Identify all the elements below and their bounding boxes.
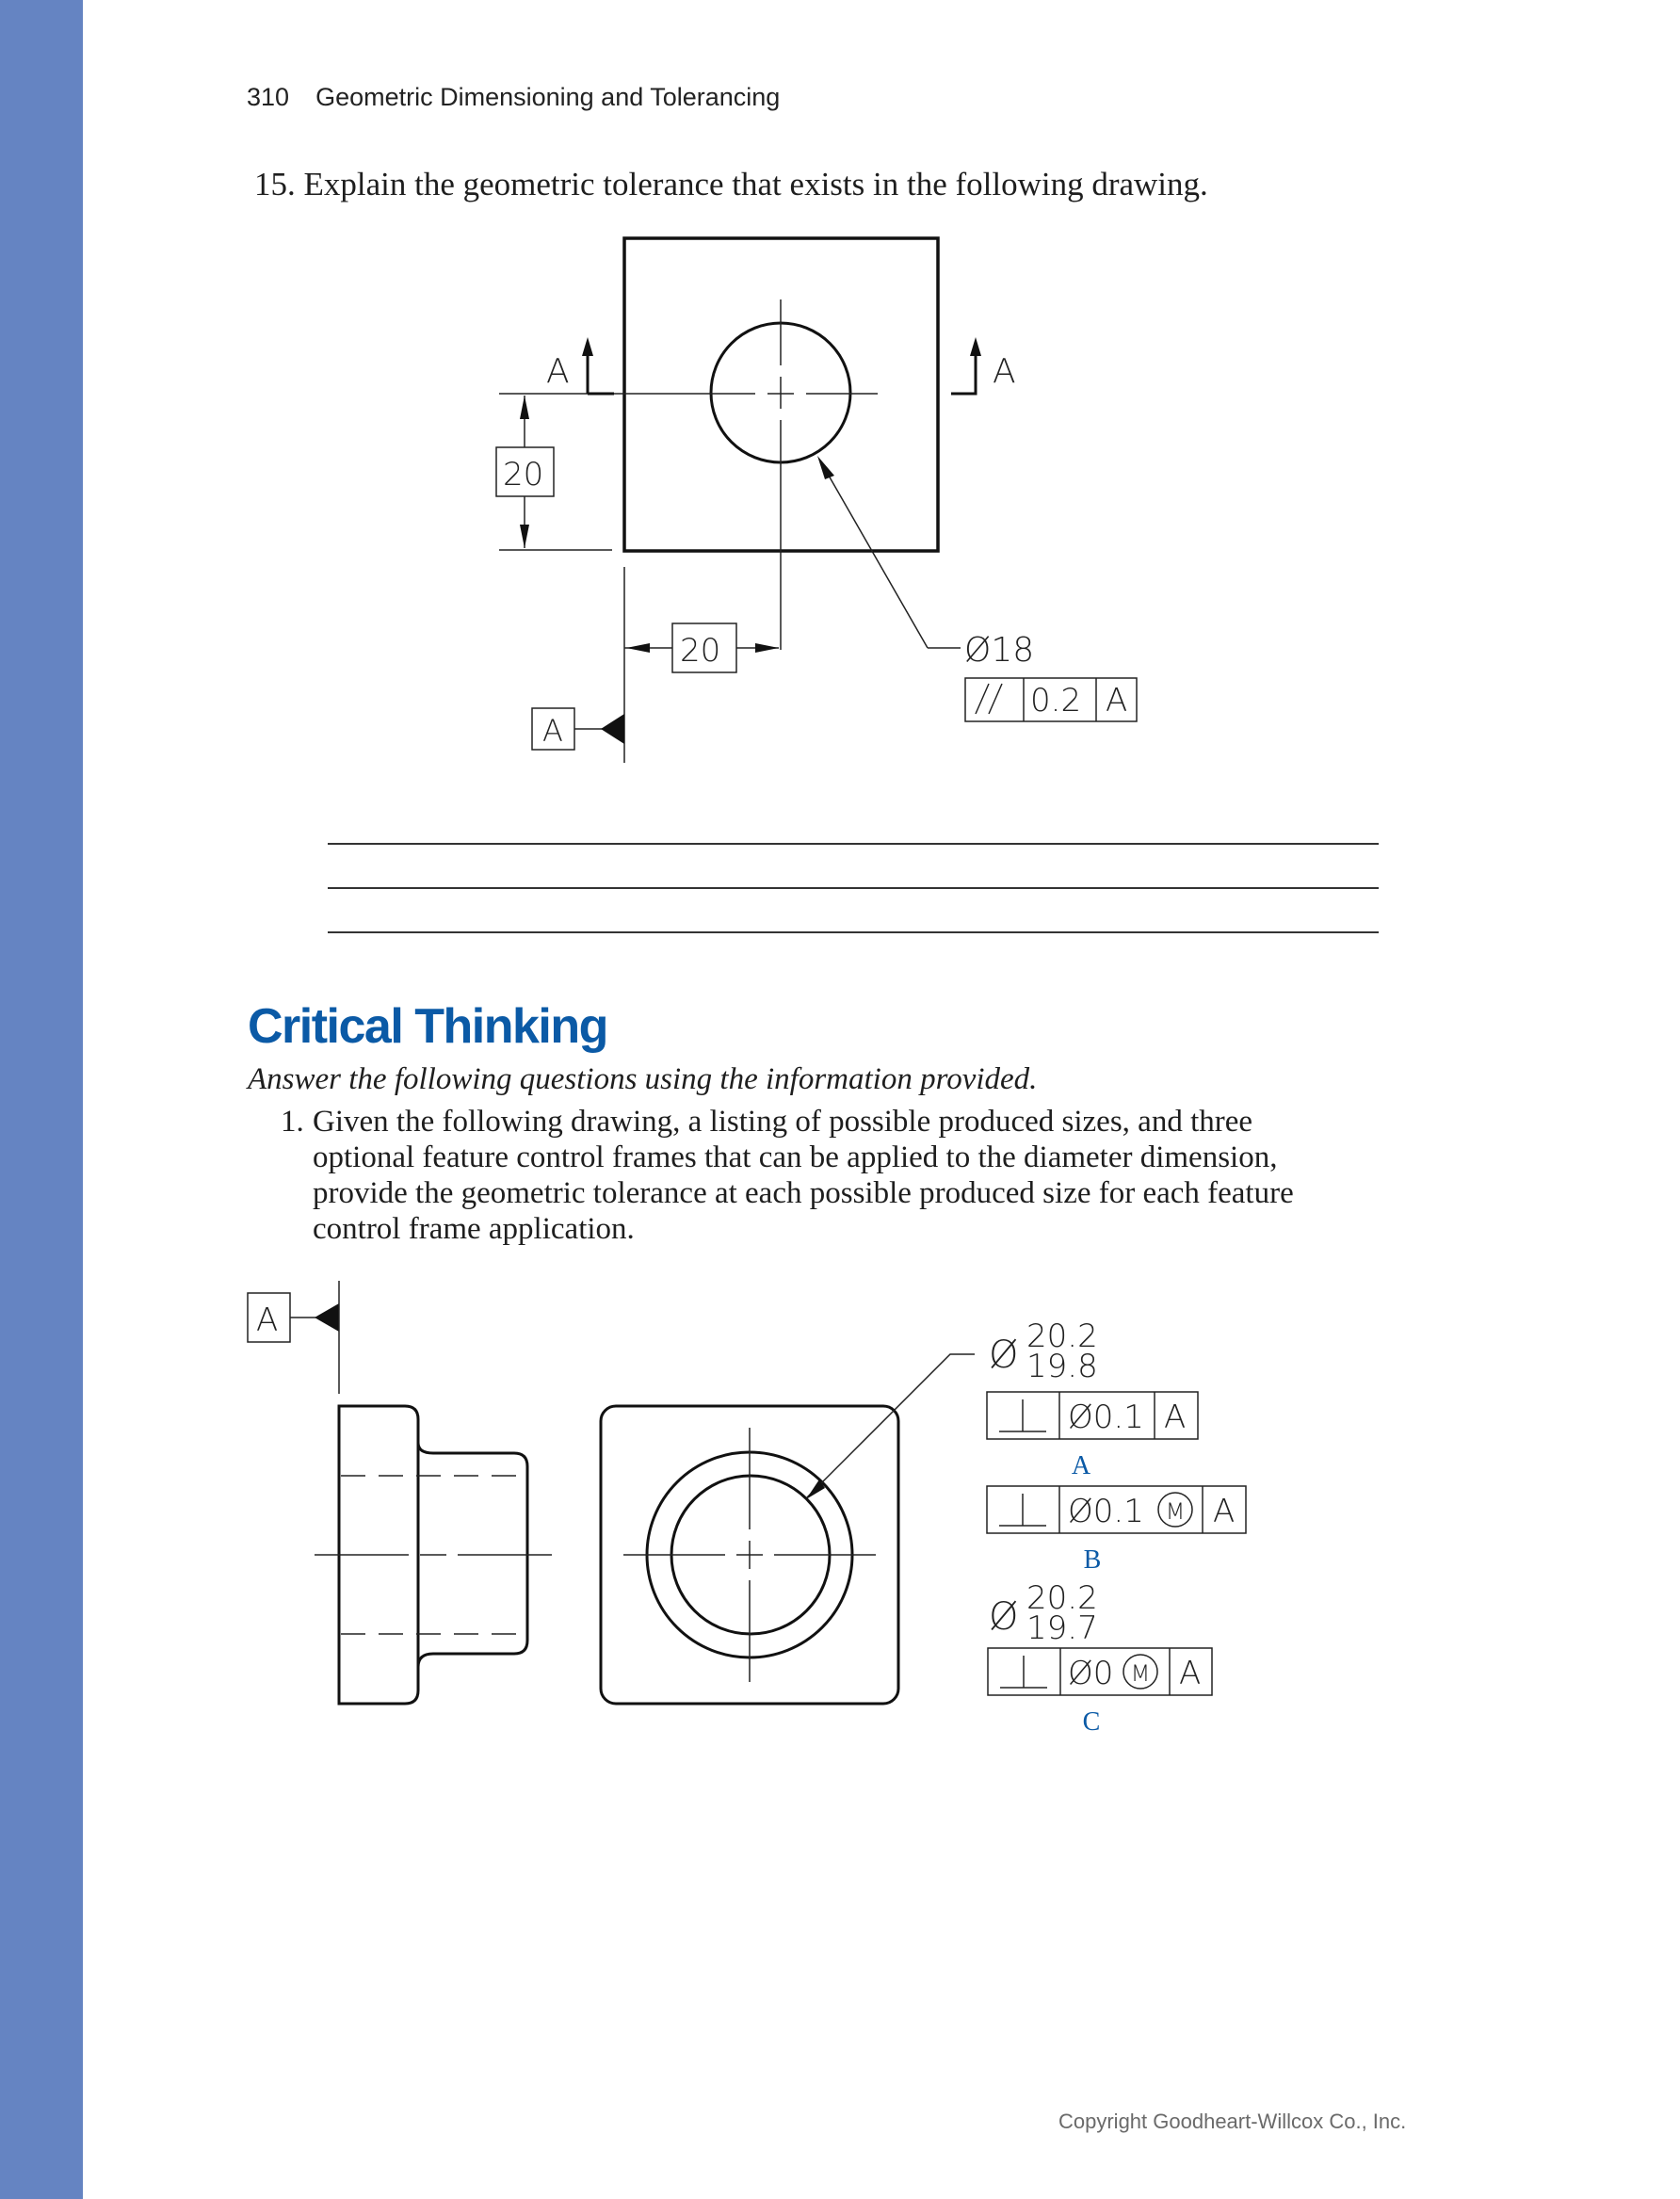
lower-limit: 19.8 — [1026, 1348, 1098, 1385]
diameter-symbol: Ø — [989, 1334, 1019, 1377]
lower-limit: 19.7 — [1026, 1609, 1098, 1647]
fcf-datum: A — [1179, 1655, 1202, 1692]
datum-label: A — [542, 713, 563, 749]
section-title: Critical Thinking — [248, 999, 607, 1054]
question-line: provide the geometric tolerance at each possible produced size for each feature — [313, 1176, 1294, 1210]
fcf-tolerance: 0.2 — [1030, 682, 1082, 720]
hole-diameter: Ø18 — [964, 631, 1035, 670]
feature-control-frame-b — [987, 1486, 1246, 1533]
size-dimension-2 — [989, 1579, 1098, 1647]
fcf-datum: A — [1164, 1399, 1187, 1436]
page-number: 310 — [247, 83, 290, 111]
frame-label-a: A — [1071, 1451, 1091, 1480]
horizontal-dimension-value: 20 — [680, 632, 721, 670]
size-dimension-1 — [989, 1318, 1098, 1385]
chapter-title: Geometric Dimensioning and Tolerancing — [315, 83, 781, 111]
fcf-tolerance: Ø0.1 — [1068, 1399, 1144, 1436]
feature-control-frame-a — [987, 1392, 1198, 1439]
copyright-notice: Copyright Goodheart-Willcox Co., Inc. — [1058, 2110, 1407, 2133]
leader-line — [807, 1354, 975, 1497]
upper-limit: 20.2 — [1026, 1579, 1098, 1617]
question-line: control frame application. — [313, 1212, 635, 1246]
question-line: Given the following drawing, a listing of possible produced sizes, and three — [313, 1105, 1253, 1139]
upper-limit: 20.2 — [1026, 1318, 1098, 1355]
section-label-left: A — [546, 352, 570, 391]
section-label-right: A — [993, 352, 1016, 391]
fcf-tolerance: Ø0.1 — [1068, 1493, 1144, 1530]
section-intro: Answer the following questions using the information provided. — [248, 1062, 1038, 1096]
frame-label-c: C — [1082, 1707, 1101, 1737]
question-number: 1. — [281, 1105, 304, 1139]
vertical-dimension-value: 20 — [503, 456, 544, 493]
frame-label-b: B — [1083, 1545, 1102, 1575]
datum-label: A — [256, 1302, 279, 1339]
fcf-tolerance: Ø0 — [1068, 1655, 1114, 1692]
question-15-text: 15. Explain the geometric tolerance that exists in the following drawing. — [254, 166, 1208, 202]
mmc-modifier: M — [1130, 1660, 1151, 1687]
diameter-symbol: Ø — [989, 1595, 1019, 1639]
fcf-datum: A — [1213, 1493, 1236, 1530]
mmc-modifier: M — [1165, 1498, 1186, 1525]
feature-control-frame-c — [988, 1648, 1212, 1695]
fcf-datum: A — [1106, 682, 1128, 720]
question-line: optional feature control frames that can be applied to the diameter dimension, — [313, 1140, 1278, 1174]
